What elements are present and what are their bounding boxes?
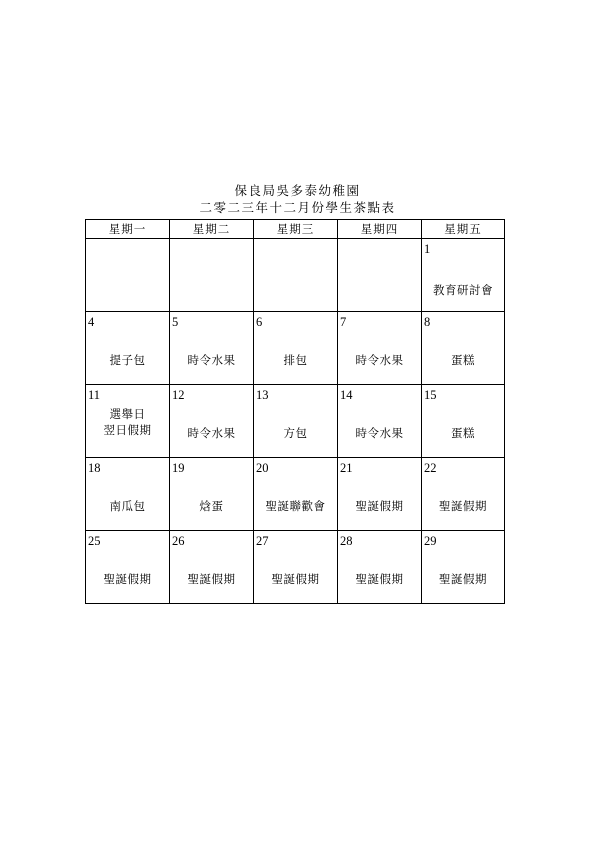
- snack-item: 聖誕假期: [355, 572, 404, 586]
- weekday-header: 星期五: [422, 220, 505, 239]
- day-number: 15: [424, 388, 437, 402]
- day-number: 26: [172, 534, 185, 548]
- snack-item: 教育研討會: [433, 283, 493, 297]
- day-number: 14: [340, 388, 353, 402]
- snack-item: 時令水果: [187, 426, 236, 440]
- day-cell: [422, 312, 505, 385]
- snack-item: 排包: [283, 353, 308, 367]
- day-cell: [422, 458, 505, 531]
- day-number: 12: [172, 388, 185, 402]
- day-number: 18: [88, 461, 101, 475]
- snack-item: 聖誕假期: [103, 572, 152, 586]
- day-cell: [422, 531, 505, 604]
- snack-item: 聖誕聯歡會: [265, 499, 326, 513]
- snack-item: 南瓜包: [109, 499, 146, 513]
- document-title: 二零二三年十二月份學生茶點表: [199, 200, 396, 215]
- week-row: [86, 312, 505, 385]
- school-name: 保良局吳多泰幼稚園: [234, 183, 361, 198]
- day-cell: [170, 531, 254, 604]
- day-number: 27: [256, 534, 269, 548]
- snack-item: 焓蛋: [199, 499, 224, 513]
- snack-item: [86, 406, 169, 438]
- week-row: [86, 531, 505, 604]
- day-cell: [422, 385, 505, 458]
- day-number: 29: [424, 534, 437, 548]
- snack-item: 時令水果: [355, 426, 404, 440]
- next-day-holiday-label: 翌日假期: [103, 423, 152, 437]
- snack-item: 聖誕假期: [355, 499, 404, 513]
- weekday-header: 星期二: [170, 220, 254, 239]
- day-cell: [338, 458, 422, 531]
- day-cell: [338, 531, 422, 604]
- day-cell: [422, 239, 505, 312]
- weekday-header: 星期三: [254, 220, 338, 239]
- day-cell: [254, 239, 338, 312]
- weekday-header: 星期四: [338, 220, 422, 239]
- election-day-label: 選舉日: [109, 407, 146, 421]
- day-cell: [86, 458, 170, 531]
- snack-item: 時令水果: [355, 353, 404, 367]
- day-number: 19: [172, 461, 185, 475]
- day-cell: [170, 385, 254, 458]
- day-number: 21: [340, 461, 353, 475]
- day-number: 20: [256, 461, 269, 475]
- day-number: 7: [340, 315, 347, 329]
- day-cell: [86, 312, 170, 385]
- week-row: [86, 385, 505, 458]
- snack-item: 方包: [283, 426, 308, 440]
- day-number: 25: [88, 534, 101, 548]
- day-number: 6: [256, 315, 263, 329]
- snack-item: 聖誕假期: [439, 499, 487, 513]
- day-number: 28: [340, 534, 353, 548]
- snack-calendar-table: [85, 219, 505, 604]
- day-number: 5: [172, 315, 179, 329]
- snack-item: 提子包: [109, 353, 146, 367]
- week-row: [86, 239, 505, 312]
- day-cell: [338, 312, 422, 385]
- day-cell: [170, 239, 254, 312]
- day-cell: [86, 385, 170, 458]
- snack-item: 聖誕假期: [439, 572, 487, 586]
- day-cell: [338, 239, 422, 312]
- snack-item: 時令水果: [187, 353, 236, 367]
- day-cell: [86, 531, 170, 604]
- day-number: 22: [424, 461, 437, 475]
- day-cell: [254, 385, 338, 458]
- weekday-header-row: [86, 220, 505, 239]
- day-cell: [86, 239, 170, 312]
- snack-item: 聖誕假期: [187, 572, 236, 586]
- day-number: 1: [424, 242, 431, 256]
- weekday-header: 星期一: [86, 220, 170, 239]
- day-cell: [170, 312, 254, 385]
- day-cell: [254, 458, 338, 531]
- snack-item: 蛋糕: [451, 426, 475, 440]
- day-number: 13: [256, 388, 269, 402]
- week-row: [86, 458, 505, 531]
- snack-item: 蛋糕: [451, 353, 475, 367]
- day-cell: [338, 385, 422, 458]
- day-cell: [170, 458, 254, 531]
- snack-item: 聖誕假期: [271, 572, 320, 586]
- day-number: 4: [88, 315, 95, 329]
- day-cell: [254, 531, 338, 604]
- day-cell: [254, 312, 338, 385]
- day-number: 8: [424, 315, 431, 329]
- day-number: 11: [88, 388, 101, 402]
